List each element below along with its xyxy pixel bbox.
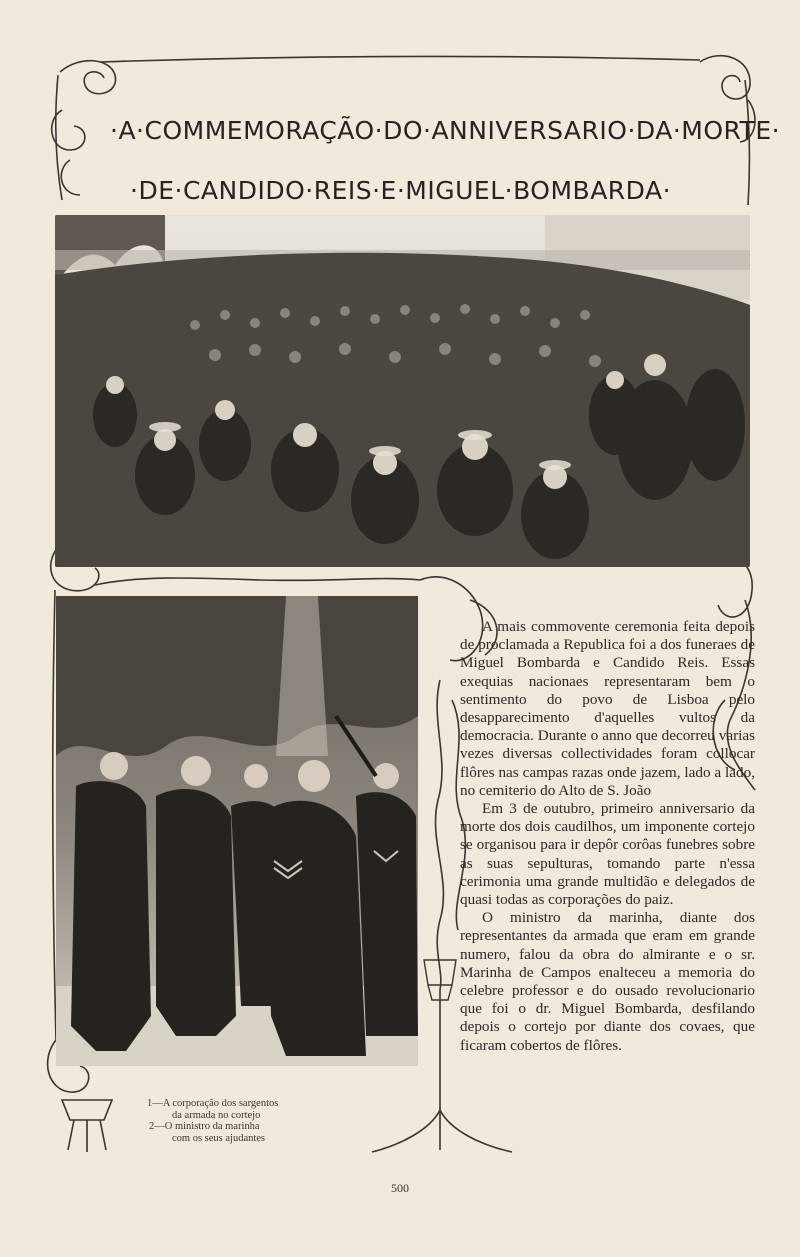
caption-line-1: 1—A corporação dos sargentos	[147, 1098, 279, 1109]
title-line-2: ·DE·CANDIDO·REIS·E·MIGUEL·BOMBARDA·	[130, 175, 672, 205]
photo-procession-image	[55, 215, 750, 567]
article-paragraph-1: A mais commovente ceremonia feita depois de proclamada a Republica foi a dos funeraes de Miguel Bombarda e Candido Reis. Essas exequias nacionaes representaram bem o sentimento do povo de Lisboa pelo desapparecimento d'aquelles vultos da democracia. Durante o anno que decorreu varias vezes diversas collectividades foram collocar flôres nas campas razas onde jazem, lado a lado, no cemiterio do Alto de S. João	[460, 618, 755, 799]
title-line-1: ·A·COMMEMORAÇÃO·DO·ANNIVERSARIO·DA·MORTE·	[110, 115, 781, 145]
caption-line-2: da armada no cortejo	[172, 1109, 261, 1121]
caption-line-3: 2—O ministro da marinha	[149, 1121, 260, 1132]
caption-line-4: com os seus ajudantes	[172, 1132, 266, 1144]
photo-minister-image	[56, 596, 418, 1066]
photo-caption	[140, 1098, 340, 1144]
photo-minister-aides	[56, 596, 418, 1066]
page-title	[90, 101, 781, 221]
article-paragraph-2: Em 3 de outubro, primeiro anniversario da morte dos dois caudilhos, um imponente cortejo se organisou para ir depôr corôas funebres sobre as suas sepulturas, tomando parte n'essa cerimonia uma grande multidão e delegados de quasi todas as corporações do paiz.	[460, 800, 755, 909]
page-number: 500	[391, 1181, 409, 1195]
article-body	[460, 618, 755, 1055]
article-paragraph-3: O ministro da marinha, diante dos representantes da armada que eram em grande numero, falou da obra do almirante e o sr. Marinha de Campos enalteceu a memoria do celebre professor e do ousado revolucionario que foi o dr. Miguel Bombarda, desfilando depois o cortejo por diante dos covaes, que ficaram cobertos de flôres.	[460, 909, 755, 1054]
photo-procession-crowd	[55, 215, 750, 567]
